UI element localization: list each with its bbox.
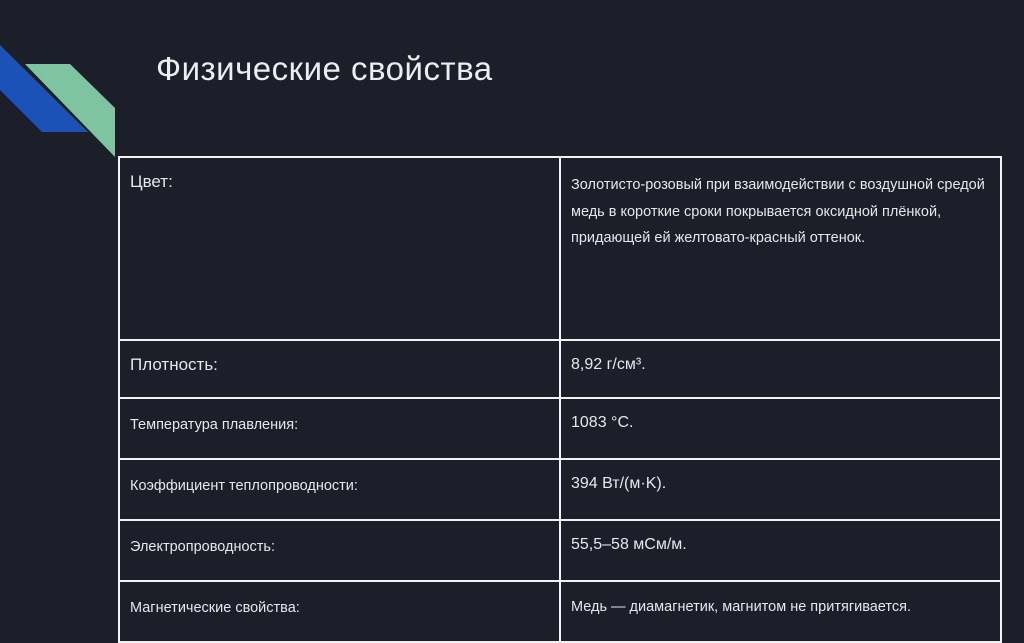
- property-label: Температура плавления:: [119, 398, 560, 459]
- property-value: 55,5–58 мСм/м.: [560, 520, 1001, 581]
- table-row: [119, 340, 1001, 398]
- table-row: [119, 520, 1001, 581]
- property-value: Медь — диамагнетик, магнитом не притягивается.: [560, 581, 1001, 642]
- table-row: [119, 581, 1001, 642]
- table-row: [119, 459, 1001, 520]
- properties-table: [118, 156, 1002, 643]
- property-label: Цвет:: [119, 157, 560, 340]
- property-value: 8,92 г/см³.: [560, 340, 1001, 398]
- table-row: [119, 157, 1001, 340]
- property-value: 394 Вт/(м·K).: [560, 459, 1001, 520]
- property-label: Магнетические свойства:: [119, 581, 560, 642]
- property-label: Плотность:: [119, 340, 560, 398]
- decorative-stripes: [0, 0, 130, 170]
- property-label: Электропроводность:: [119, 520, 560, 581]
- property-label: Коэффициент теплопроводности:: [119, 459, 560, 520]
- table-row: [119, 398, 1001, 459]
- page-title: Физические свойства: [156, 50, 493, 87]
- property-value: 1083 °C.: [560, 398, 1001, 459]
- property-value: Золотисто-розовый при взаимодействии с воздушной средой медь в короткие сроки покрывается оксидной плёнкой, придающей ей желтовато-красный оттенок.: [560, 157, 1001, 340]
